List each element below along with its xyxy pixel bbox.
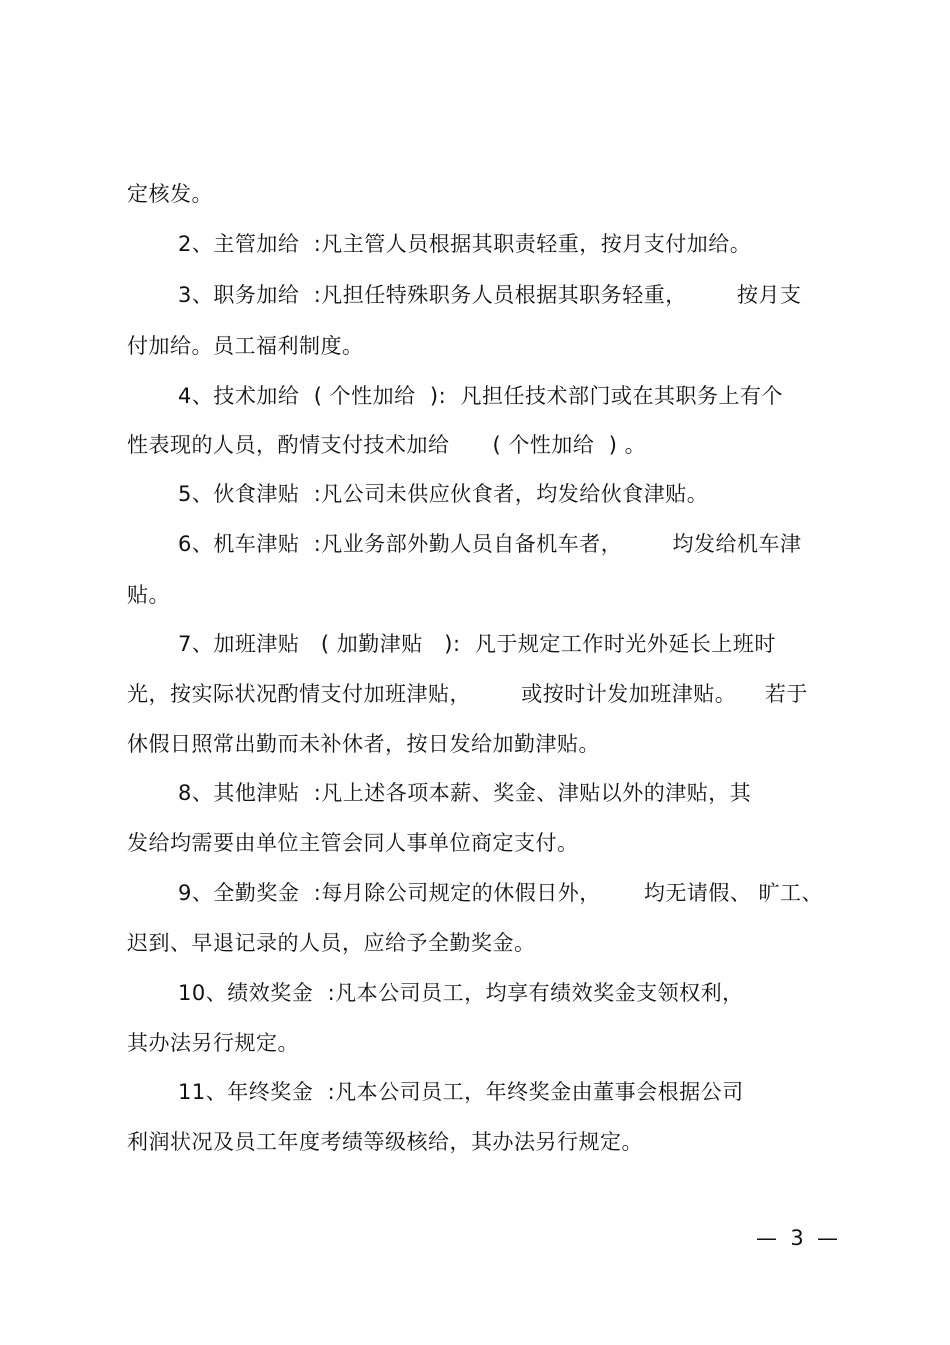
text-line: 休假日照常出勤而未补休者，按日发给加勤津贴。 <box>127 732 600 756</box>
text-line: 3、职务加给 :凡担任特殊职务人员根据其职务轻重， 按月支 <box>178 283 802 307</box>
text-line: 定核发。 <box>127 182 213 206</box>
text-line: 9、全勤奖金 :每月除公司规定的休假日外， 均无请假、 旷工、 <box>178 881 824 905</box>
text-line: 光，按实际状况酌情支付加班津贴， 或按时计发加班津贴。 若于 <box>127 682 808 706</box>
text-line: 2、主管加给 :凡主管人员根据其职责轻重，按月支付加给。 <box>178 232 752 256</box>
text-line: 11、年终奖金 :凡本公司员工，年终奖金由董事会根据公司 <box>178 1080 744 1104</box>
text-line: 利润状况及员工年度考绩等级核给，其办法另行规定。 <box>127 1130 643 1154</box>
text-line: 发给均需要由单位主管会同人事单位商定支付。 <box>127 831 579 855</box>
text-line: 8、其他津贴 :凡上述各项本薪、奖金、津贴以外的津贴，其 <box>178 781 752 805</box>
text-line: 6、机车津贴 :凡业务部外勤人员自备机车者， 均发给机车津 <box>178 532 802 556</box>
text-line: 付加给。员工福利制度。 <box>127 334 364 358</box>
page-number: — 3 — <box>756 1226 839 1250</box>
text-line: 4、技术加给 ( 个性加给 ): 凡担任技术部门或在其职务上有个 <box>178 384 784 408</box>
text-line: 贴。 <box>127 583 170 607</box>
text-line: 5、伙食津贴 :凡公司未供应伙食者，均发给伙食津贴。 <box>178 482 709 506</box>
text-line: 10、绩效奖金 :凡本公司员工，均享有绩效奖金支领权利， <box>178 981 744 1005</box>
text-line: 迟到、早退记录的人员，应给予全勤奖金。 <box>127 931 536 955</box>
text-line: 7、加班津贴 ( 加勤津贴 ): 凡于规定工作时光外延长上班时 <box>178 632 776 656</box>
text-line: 其办法另行规定。 <box>127 1031 299 1055</box>
text-line: 性表现的人员，酌情支付技术加给 ( 个性加给 ) 。 <box>127 433 647 457</box>
